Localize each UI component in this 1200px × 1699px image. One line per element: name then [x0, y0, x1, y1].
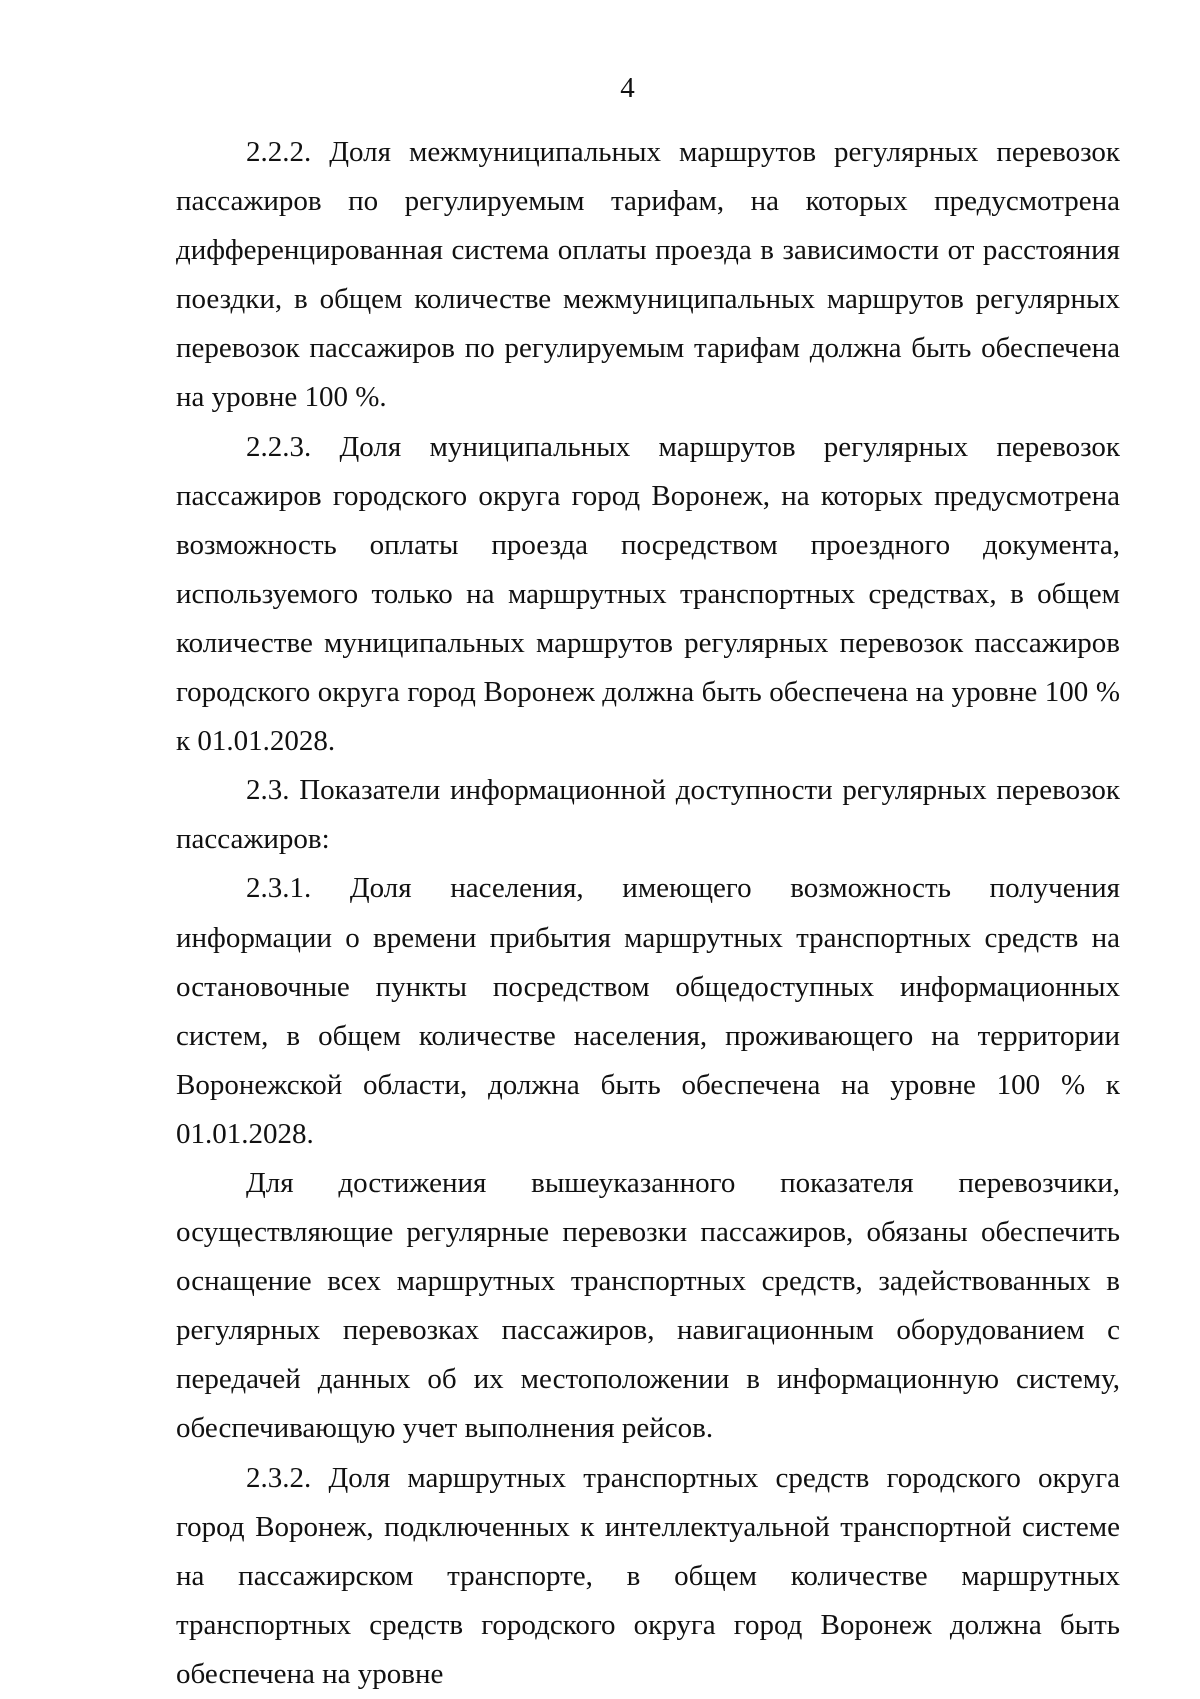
- page-number: 4: [620, 72, 635, 104]
- paragraph-2-3-2: 2.3.2. Доля маршрутных транспортных средств городского округа город Воронеж, подключенных к интеллектуальной транспортной системе на пассажирском транспорте, в общем количестве маршрутных транспортных средств городского округа город Воронеж должна быть обеспечена на уровне: [176, 1461, 1120, 1690]
- paragraph-2-3-1-note: Для достижения вышеуказанного показателя перевозчики, осуществляющие регулярные перевозки пассажиров, обязаны обеспечить оснащение всех маршрутных транспортных средств, задействованных в регулярных перевозках пассажиров, навигационным оборудованием с передачей данных об их местоположении в информационную систему, обеспечивающую учет выполнения рейсов.: [176, 1166, 1120, 1445]
- document-body: [176, 128, 1120, 1699]
- paragraph-2-2-3: 2.2.3. Доля муниципальных маршрутов регулярных перевозок пассажиров городского округа город Воронеж, на которых предусмотрена возможность оплаты проезда посредством проездного документа, используемого только на маршрутных транспортных средствах, в общем количестве муниципальных маршрутов регулярных перевозок пассажиров городского округа город Воронеж должна быть обеспечена на уровне 100 % к 01.01.2028.: [176, 430, 1120, 758]
- paragraph-2-3-1: 2.3.1. Доля населения, имеющего возможность получения информации о времени прибытия маршрутных транспортных средств на остановочные пункты посредством общедоступных информационных систем, в общем количестве населения, проживающего на территории Воронежской области, должна быть обеспечена на уровне 100 % к 01.01.2028.: [176, 872, 1120, 1150]
- paragraph-2-3: 2.3. Показатели информационной доступности регулярных перевозок пассажиров:: [176, 774, 1120, 856]
- paragraph-2-2-2: 2.2.2. Доля межмуниципальных маршрутов регулярных перевозок пассажиров по регулируемым тарифам, на которых предусмотрена дифференцированная система оплаты проезда в зависимости от расстояния поездки, в общем количестве межмуниципальных маршрутов регулярных перевозок пассажиров по регулируемым тарифам должна быть обеспечена на уровне 100 %.: [176, 136, 1120, 414]
